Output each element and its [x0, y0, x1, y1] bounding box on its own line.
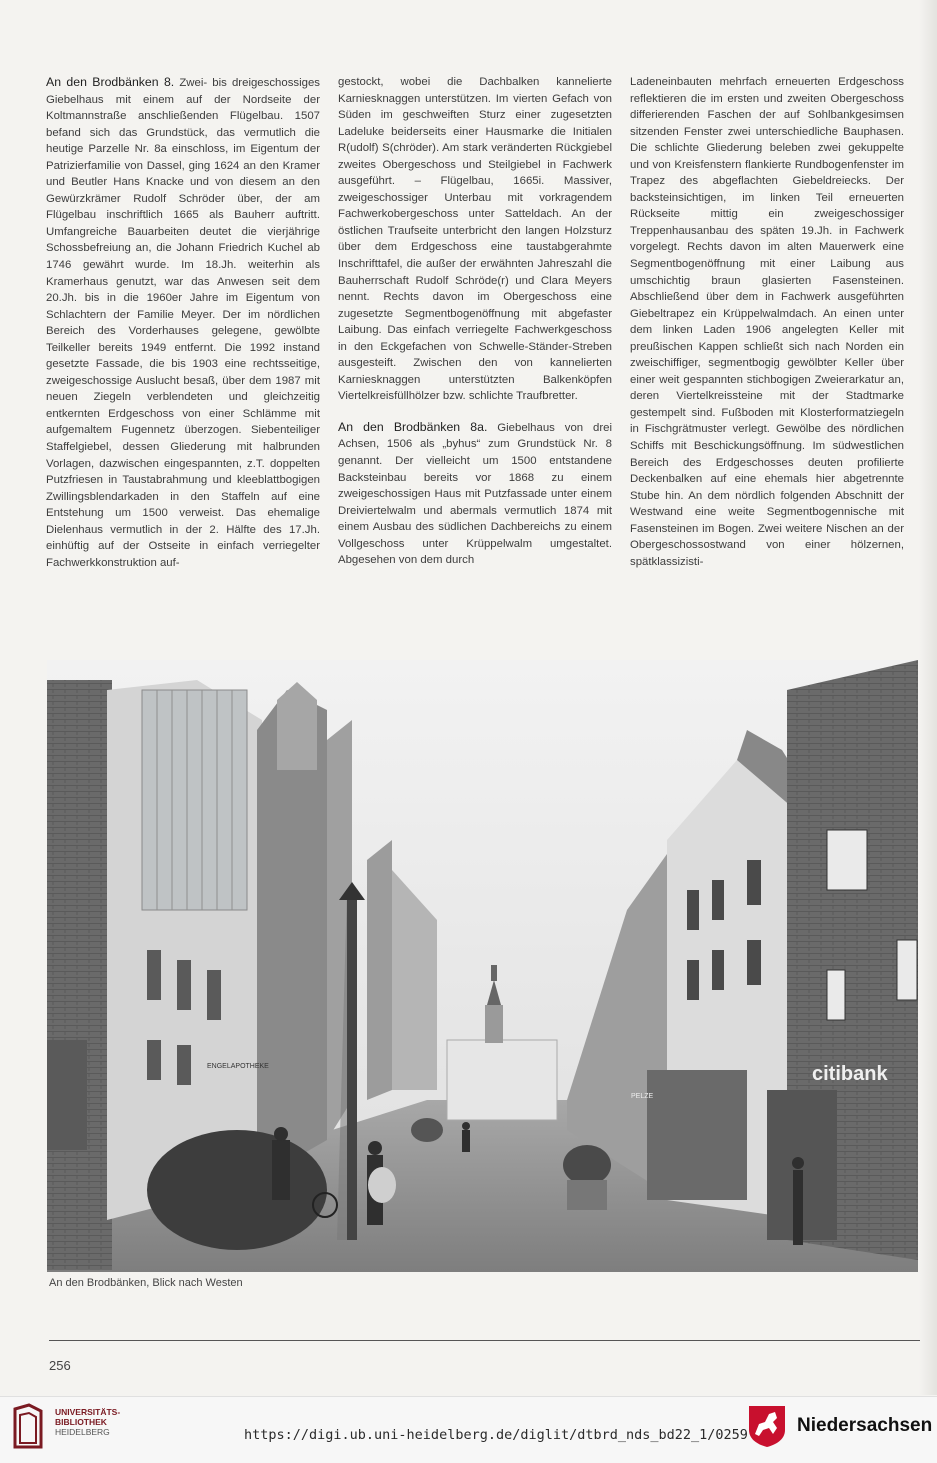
library-line: HEIDELBERG — [55, 1427, 110, 1437]
text-column-3 — [630, 74, 904, 644]
paragraph: gestockt, wobei die Dachbalken kannelierte Karniesknaggen unterstützen. Im vierten Gefach von Süden im geschweiften Sturz einer zugesetzten Ladeluke beiderseits einer Hausmarke die Initialen R(udolf) S(chröder). Am stark veränderten Rückgiebel zweites Obergeschoss und Steilgiebel in Fachwerk ausgeführt. – Flügelbau, 1665i. Massiver, zweigeschossiger Unterbau mit vorkragendem Fachwerkobergeschoss unter Satteldach. An der östlichen Traufseite unterbricht den langen Holzsturz über dem Erdgeschoss eine taustabgerahmte Inschrifttafel, die außer der erwähnten Jahreszahl die Bauherrschaft Rudolf Schröde(r) und Clara Meyers nennt. Rechts davon im Obergeschoss eine zugesetzte Segmentbogenöffnung mit abgefaster Laibung. Das einfach verriegelte Fachwerkgeschoss in den Eckgefachen von Schwelle-Ständer-Streben ausgesteift. Zwischen den von kannelierten Karniesknaggen unterstützten Balkenköpfen Viertelkreisfüllhölzer bzw. schlichte Traufbretter. — [338, 76, 612, 403]
state-name: Niedersachsen — [797, 1415, 933, 1436]
library-name — [55, 1407, 120, 1437]
niedersachsen-horse-crest-icon — [747, 1404, 787, 1448]
entry-text: Giebelhaus von drei Achsen, 1506 als „byhus“ zum Grundstück Nr. 8 genannt. Der vielleicht um 1500 entstandene Backsteinbau bereits vor 1868 zu einem zweigeschossigen Haus mit Putzfassade unter einem Dreiviertelwalm und abermals vermutlich 1874 mit einem Ausbau des südlichen Dachbereichs zu einem Vollgeschoss unter Krüppelwalm umgestaltet. Abgesehen von dem durch — [338, 421, 612, 567]
entry-heading: An den Brodbänken 8a. — [338, 419, 488, 434]
photo-caption: An den Brodbänken, Blick nach Westen — [49, 1277, 243, 1289]
footer-rule — [49, 1340, 920, 1341]
entry-heading: An den Brodbänken 8. — [46, 75, 175, 89]
shopping-bag — [368, 1167, 396, 1203]
planter-tree — [147, 1130, 327, 1250]
sign-pelze: PELZE — [631, 1093, 654, 1100]
library-line: BIBLIOTHEK — [55, 1417, 107, 1427]
paragraph — [46, 74, 320, 571]
building-left-brick — [47, 680, 112, 1270]
town-hall — [447, 1040, 557, 1120]
sign-engel-apotheke: ENGELAPOTHEKE — [207, 1063, 269, 1070]
document-url-link[interactable]: https://digi.ub.uni-heidelberg.de/diglit/dtbrd_nds_bd22_1/0259 — [244, 1427, 748, 1443]
library-line: UNIVERSITÄTS- — [55, 1407, 121, 1417]
article-body — [46, 66, 908, 646]
university-library-logo-icon — [11, 1403, 47, 1451]
page-edge — [919, 0, 937, 1395]
page-number: 256 — [49, 1358, 71, 1373]
entry-text: Zwei- bis dreigeschossiges Giebelhaus mit einem auf der Nordseite der Koltmannstraße anschließenden Flügelbau. 1507 befand sich das Grundstück, das vermutlich die heutige Parzelle Nr. 8a einschloss, im Eigentum der Patrizierfamilie von Dassel, ging 1624 an den Kramer und Beutler Hans Knacke und von diesem an den Gewürzkrämer Rudolf Schröder über, der am Flügelbau inschriftlich 1665 als Bauherr auftritt. Umfangreiche Bauarbeiten deutet die vierjährige Schossbefreiung an, die Johann Friedrich Kuchel ab 1746 gewährt wurde. Im 18.Jh. weiterhin als Kramerhaus genutzt, war das Anwesen seit dem 20.Jh. bis in die 1960er Jahre im Eigentum von Schlachtern der Familie Meyer. Der im nördlichen Bereich des Vorderhauses gelegene, gewölbte Teilkeller bereits 1949 entfernt. Die 1992 instand gesetzte Fassade, die bis 1903 eine rechtsseitige, zweigeschossige Auslucht besaß, über dem 1987 mit neuen Ziegeln verblendeten und gleichzeitig entkernten Erdgeschoss von einer Schlämme mit aufgemaltem Fugennetz überzogen. Siebenteiliger Staffelgiebel, dessen Gliederung mit halbrunden Vorlagen, dazwischen eingespannten, z.T. doppelten Putzfriesen in Taustabrahmung und kleeblattbogigen Zwillingsblendarkaden in den Staffeln auf eine Entstehung um 1500 verweist. Das ehemalige Dielenhaus vermutlich in der 2. Hälfte des 17.Jh. einhüftig auf der Ostseite in einfach verriegelter Fachwerkkonstruktion auf- — [46, 77, 320, 569]
paragraph: Ladeneinbauten mehrfach erneuerten Erdgeschoss reflektieren die im ersten und zweiten Obergeschoss differierenden Faschen der auf Sohlbankgesimsen sitzenden Fenster zwei unterschiedliche Bauphasen. Die schlichte Gliederung beleben zwei gekuppelte und von Kreisfenstern flankierte Rundbogenfenster im Trapez des abgeflachten Giebeldreiecks. Der backsteinsichtigen, im linken Teil erneuerten Rückseite mittig ein zweigeschossiger Treppenhausanbau des späten 19.Jh. in Fachwerk vorgelegt. Rechts davon im alten Mauerwerk eine Segmentbogenöffnung mit einer Laibung aus umschichtig braun glasierten Fasensteinen. Abschließend über dem in Fachwerk ausgeführten Giebeltrapez ein Krüppelwalmdach. An einen unter dem linken Laden 1906 angelegten Keller mit preußischen Kappen schließt sich nach Norden ein zweischiffiger, segmentbogig gewölbter Keller über einer weit gespannten stichbogigen Zweierarkatur an, deren Viertelkreissteine mit der Stadtmarke gestempelt sind. Fußboden mit Klosterformatziegeln in Fischgrätmuster verlegt. Gewölbe des nördlichen Schiffs mit Beschickungsöffnung. Im südwestlichen Bereich des Erdgeschosses deuten profilierte Deckenbalken auf eine ehemals hier abgetrennte Stube hin. An dem nördlich folgenden Abschnitt der Westwand eine weite Segmentbogennische mit Fasensteinen im Bogen. Zwei weitere Nischen an der Obergeschossostwand von einer hölzernen, spätklassizisti- — [630, 76, 904, 568]
text-column-2 — [338, 74, 612, 644]
paragraph — [338, 419, 612, 569]
street-lamp — [347, 900, 357, 1240]
text-column-1 — [46, 74, 320, 644]
sign-citibank: citibank — [812, 1063, 888, 1085]
street-photo — [47, 660, 918, 1272]
